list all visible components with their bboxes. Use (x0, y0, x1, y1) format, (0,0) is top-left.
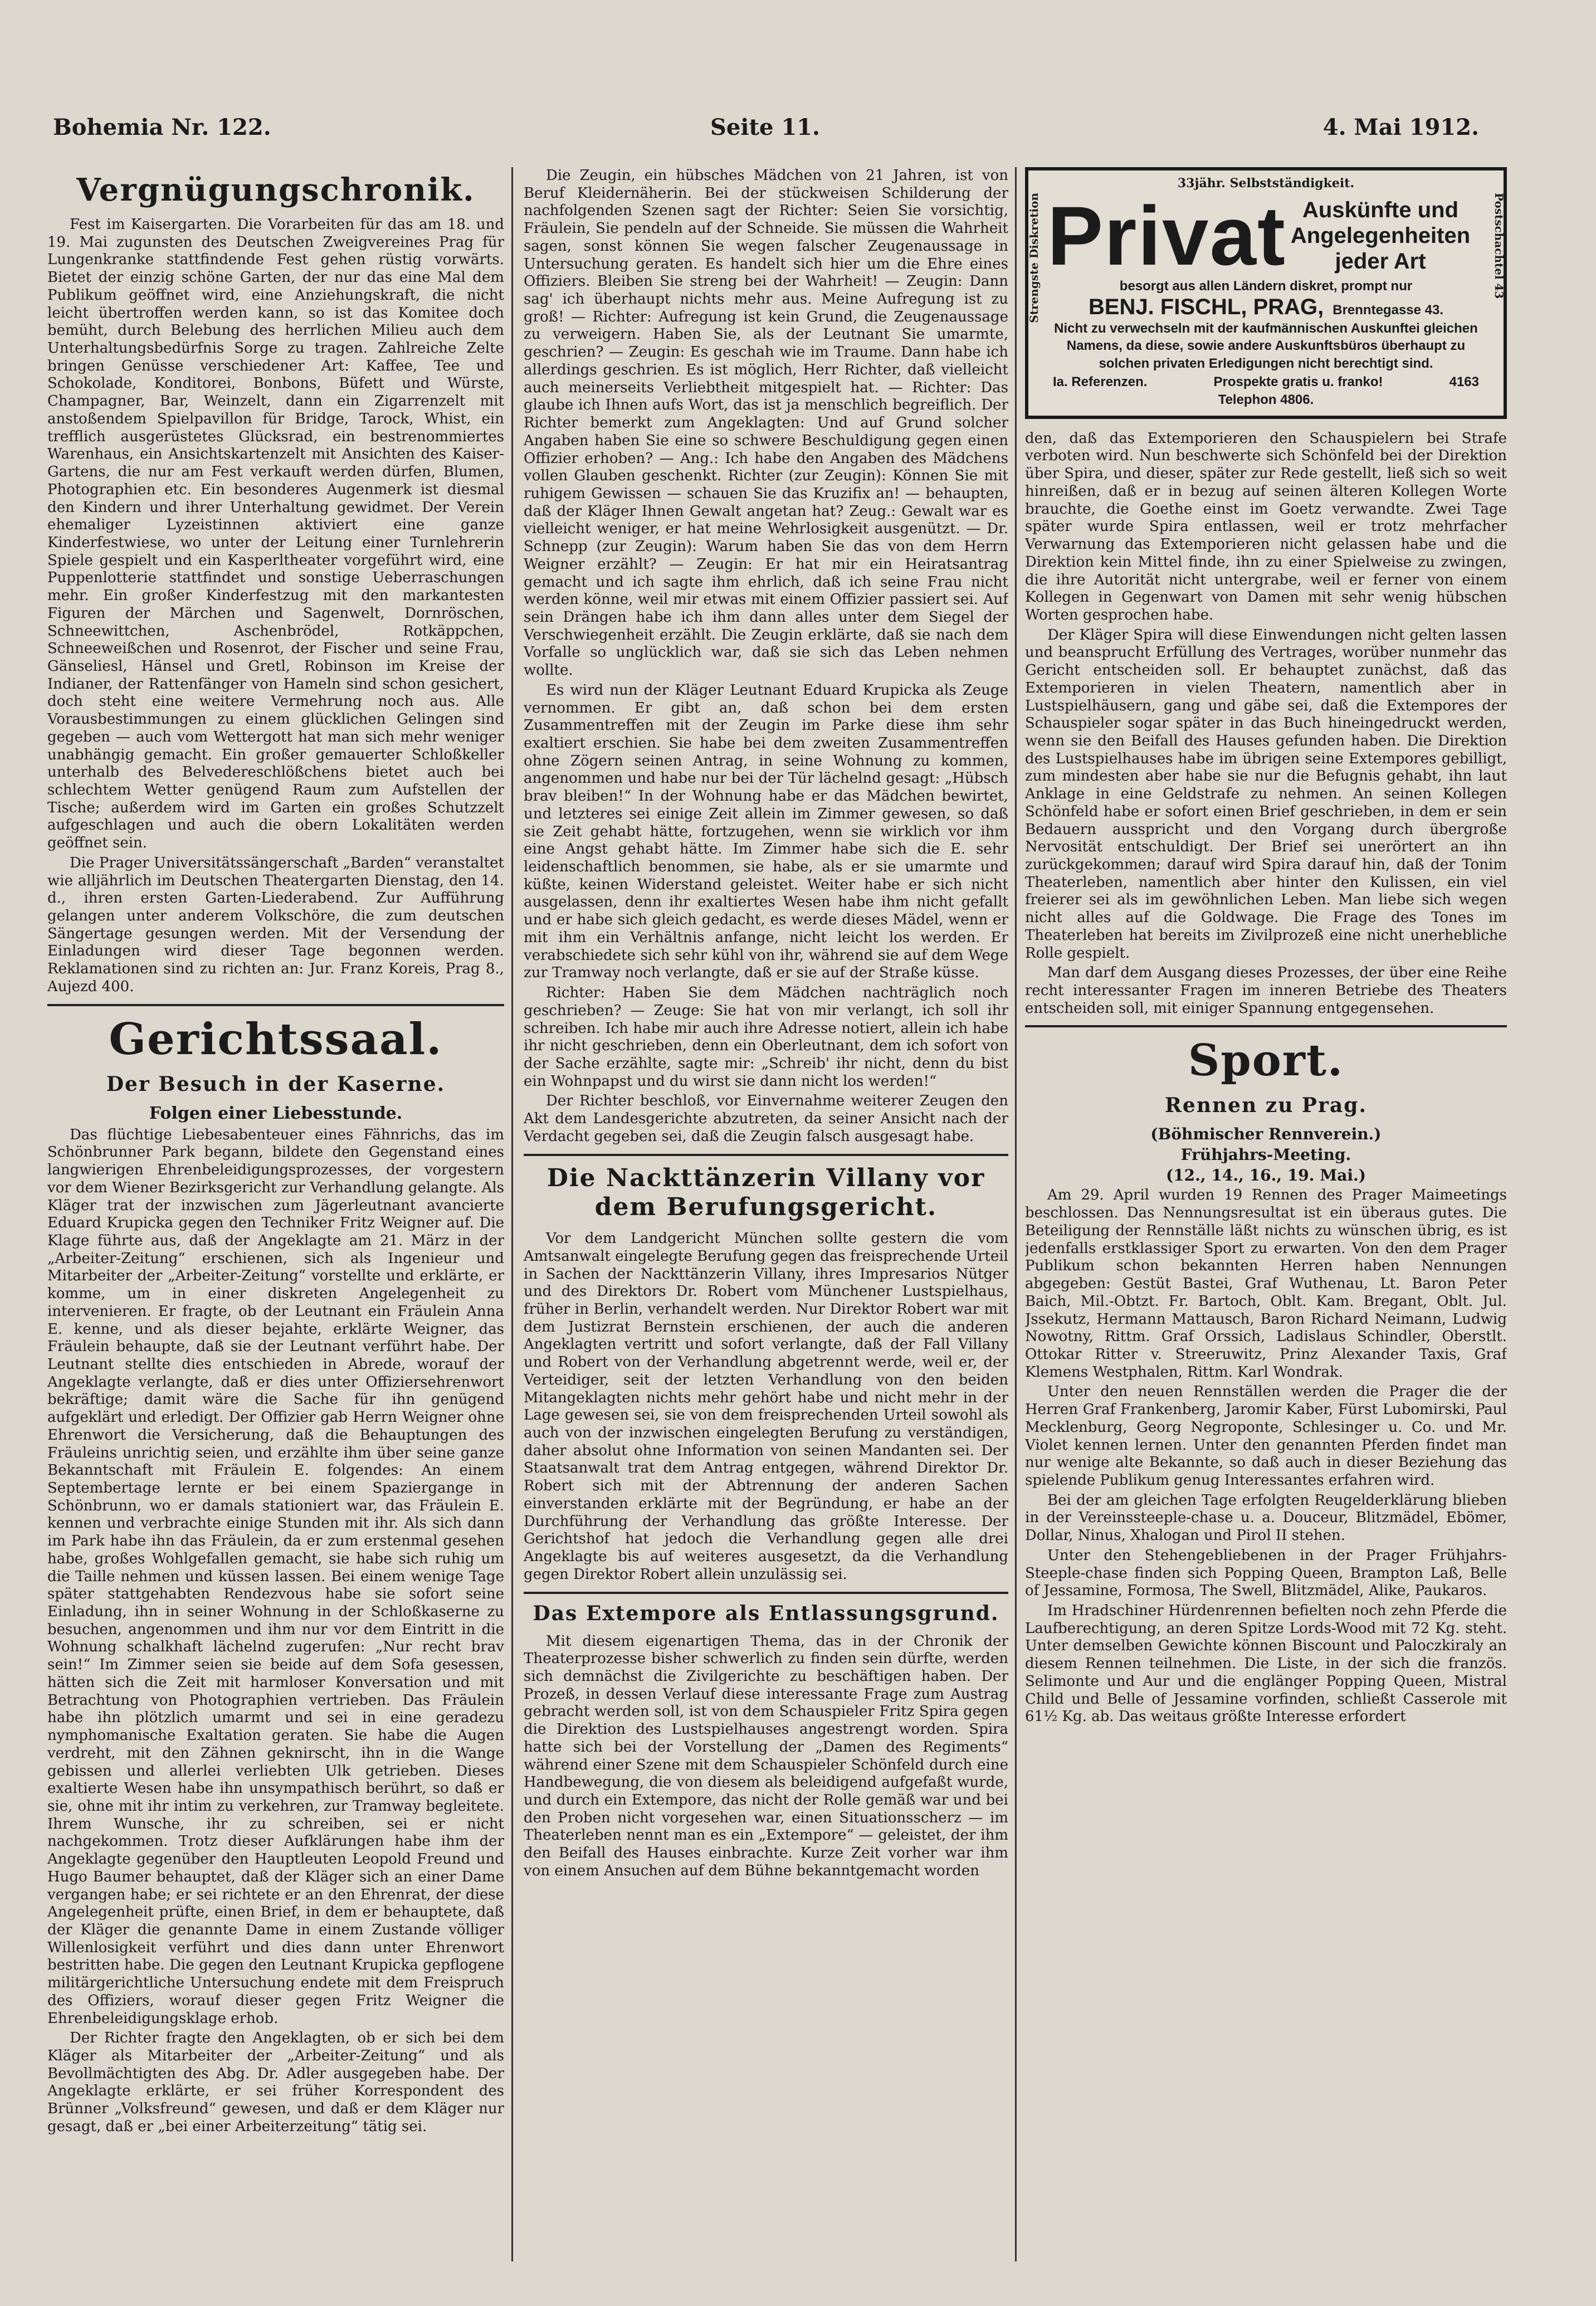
article-paragraph: Die Prager Universitätssängerschaft „Barden“ veranstaltet wie alljährlich im Deutschen Theatergarten Dienstag, den 14. d., ihren ersten Garten-Liederabend. Zur Aufführung gelangen unter anderem Volkschöre, die zum deutschen Sängertage gesungen werden. Mit der Versendung der Einladungen wird dieser Tage begonnen werden. Reklamationen sind zu richten an: Jur. Franz Koreis, Prag 8., Aujezd 400. (47, 854, 504, 995)
header-issue: Bohemia Nr. 122. (53, 114, 271, 140)
article-paragraph: Im Hradschiner Hürdenrennen befielten noch zehn Pferde die Laufberechtigung, an deren Spitze Lords-Wood mit 72 Kg. steht. Unter demselben Gewichte können Biscount und Paloczkiraly an diesem Rennen teilnehmen. Die Liste, in der sich die französ. Selimonte und Aur und die englänger Popping Queen, Mistral Child und Belle of Jessamine vorfinden, schließt Casserole mit 61½ Kg. ab. Das weitaus größte Interesse erfordert (1025, 1602, 1507, 1725)
ad-heading-line: Auskünfte und (1302, 198, 1459, 222)
column-1 (47, 167, 504, 2273)
ad-references: Ia. Referenzen. (1053, 374, 1148, 389)
article-paragraph: Der Kläger Spira will diese Einwendungen nicht gelten lassen und beansprucht Erfüllung des Vertrages, worüber nunmehr das Gericht entscheiden soll. Er behauptet zunächst, daß das Extemporieren in vielen Theatern, namentlich aber in Lustspielhäusern, gang und gäbe sei, daß die Extempores der Schauspieler sogar später in das Buch hineingedruckt werden, wenn sie den Beifall des Hauses gefunden haben. Die Direktion des Lustspielhauses habe im übrigen seine Extempores gebilligt, zum mindesten aber habe sie nur die Befugnis gehabt, ihn laut Anklage in eine Geldstrafe zu nehmen. An seinen Kollegen Schönfeld habe er sofort einen Brief geschrieben, in dem er sein Bedauern ausspricht und den Vorgang durch übergroße Nervosität entschuldigt. Der Brief sei unerörtert an ihn zurückgekommen; darauf wird Spira darauf hin, daß der Tonim Theaterleben, namentlich aber hinter den Kulissen, ein viel freierer sei als im gewöhnlichen Leben. Man liebe sich wegen nicht alles auf die Goldwage. Die Frage des Tones im Theaterleben hat bereits im Zivilprozeß eine nicht unerhebliche Rolle gespielt. (1025, 626, 1507, 962)
section-divider (47, 1004, 504, 1006)
article-paragraph: Fest im Kaisergarten. Die Vorarbeiten für das am 18. und 19. Mai zugunsten des Deutschen Zweigvereines Prag für Lungenkranke stattfindende Fest gehen rüstig vorwärts. Bietet der einzig schöne Garten, der nur das eine Mal dem Publikum geöffnet wird, eine Anziehungskraft, die nicht leicht übertroffen werden kann, so ist das Komitee doch bemüht, durch Belebung des herrlichen Milieu auch dem Unterhaltungsbedürfnis Sorge zu tragen. Zahlreiche Zelte bringen Genüsse verschiedener Art: Kaffee, Tee und Schokolade, Konditorei, Bonbons, Büfett und Würste, Champagner, Bar, Weinzelt, dann ein Zigarrenzelt mit anstoßendem Spielpavillon für Bridge, Tarock, Whist, ein trefflich ausgerüstetes Glücksrad, ein bestrenommiertes Warenhaus, ein Ansichtskartenzelt mit Ansichten des Kaiser-Gartens, die nur am Fest verkauft werden dürfen, Blumen, Photographien etc. Ein besonderes Augenmerk ist diesmal den Kindern und ihrer Unterhaltung gewidmet. Der Verein ehemaliger Lyzeistinnen aktiviert eine ganze Kinderfestwiese, wo unter der Leitung einer Turnlehrerin Spiele gespielt und ein Kasperltheater vorgeführt wird, eine Puppenlotterie stattfindet und sonstige Ueberraschungen mehr. Ein großer Kinderfestzug mit den markantesten Figuren der Märchen und Sagenwelt, Dornröschen, Schneewittchen, Aschenbrödel, Rotkäppchen, Schneeweißchen und Rosenrot, der Fischer und seine Frau, Gänseliesl, Hänsel und Gretl, Robinson im Kreise der Indianer, der Rattenfänger von Hameln sind schon gesichert, doch steht eine weitere Vermehrung noch aus. Alle Vorausbestimmungen zu einem glücklichen Gelingen sind gegeben — auch vom Wettergott hat man sich mehr weniger unabhängig gemacht. Ein großer gemauerter Schloßkeller unterhalb des Belvedereschlößchens bietet auch bei schlechtem Wetter genügend Raum zum Aufstellen der Tische; außerdem wird im Garten ein großes Schutzzelt aufgeschlagen und auch die obern Lokalitäten werden geöffnet sein. (47, 216, 504, 852)
section-divider (1025, 1025, 1507, 1027)
article-headline: Die Nackttänzerin Villany vor dem Berufungsgericht. (546, 1163, 985, 1222)
page-header (53, 114, 1479, 148)
article-subheadline: Folgen einer Liebesstunde. (149, 1103, 403, 1123)
ad-disclaimer: Nicht zu verwechseln mit der kaufmännischen Auskunftei gleichen Namens, da diese, sowie andere Auskunftsbüros überhaupt zu solchen privaten Erledigungen nicht berechtigt sind. (1054, 321, 1478, 371)
article-paragraph: Das flüchtige Liebesabenteuer eines Fähnrichs, das im Schönbrunner Park begann, bildete den Gegenstand eines langwierigen Ehrenbeleidigungsprozesses, der vorgestern vor dem Wiener Bezirksgericht zur Verhandlung gelangte. Als Kläger trat der inzwischen zum Jägerleutnant avancierte Eduard Krupicka gegen den Techniker Fritz Weigner auf. Die Klage führte aus, daß der Angeklagte am 21. März in der „Arbeiter-Zeitung“ erschienen, sich als Ingenieur und Mitarbeiter der „Arbeiter-Zeitung“ vorstellte und erklärte, er komme, um in einer diskreten Angelegenheit zu intervenieren. Er fragte, ob der Leutnant ein Fräulein Anna E. kenne, und als dieser bejahte, erklärte Weigner, das Fräulein behaupte, daß sie der Leutnant verführt habe. Der Leutnant stellte dies entschieden in Abrede, worauf der Angeklagte verlangte, daß er dies unter Offiziersehrenwort bekräftige; damit wäre die Sache für ihn genügend aufgeklärt und erledigt. Der Offizier gab Herrn Weigner ohne Ehrenwort die Versicherung, daß die Behauptungen des Fräuleins unrichtig seien, und erzählte ihm über seine ganze Bekanntschaft mit Fräulein E. folgendes: An einem Septembertage lernte er bei einem Spaziergange in Schönbrunn, wo er damals stationiert war, das Fräulein E. kennen und verbrachte einige Stunden mit ihr. Als sich dann im Park habe ihn das Fräulein, da er zum erstenmal gesehen habe, großes Wohlgefallen gemacht, sie habe sich ruhig um die Taille nehmen und küssen lassen. Bei einem wenige Tage später stattgehabten Rendezvous habe sie sofort seine Einladung, ihn in seiner Wohnung in der Schloßkaserne zu besuchen, angenommen und ihm nur vor dem Eintritt in die Wohnung schalkhaft lächelnd zugerufen: „Nur recht brav sein!“ Im Zimmer seien sie beide auf dem Sofa gesessen, hätten sich die Zeit mit harmloser Konversation und mit Betrachtung von Photographien vertrieben. Das Fräulein habe ihn plötzlich umarmt und sei in eine geradezu nymphomanische Exaltation geraten. Sie habe die Augen verdreht, mit den Zähnen geknirscht, ihn in die Wange gebissen und allerlei verliebten Ulk getrieben. Dieses exaltierte Wesen habe ihn unsympathisch berührt, so daß er sie, ohne mit ihr intim zu verkehren, zur Tramway begleitete. Ihrem Wunsche, ihr zu schreiben, sei er nicht nachgekommen. Trotz dieser Aufklärungen habe ihm der Angeklagte gegenüber den Hauptleuten Leopold Freund und Hugo Baumer behauptet, daß der Kläger sich an einer Dame vergangen habe; er sei richtete er an den Ehrenrat, der diese Angelegenheit prüfte, einen Brief, in dem er behauptete, daß der Kläger die genannte Dame in einem Zustande völliger Willenlosigkeit verführt und dies dann unter Ehrenwort bestritten habe. Die gegen den Leutnant Krupicka gepflogene militärgerichtliche Untersuchung endete mit dem Freispruch des Offiziers, worauf dieser gegen Fritz Weigner die Ehrenbeleidigungsklage erhob. (47, 1126, 504, 2027)
section-divider (524, 1154, 1008, 1156)
ad-prospectus: Prospekte gratis u. franko! (1213, 374, 1383, 389)
article-subheadline: (12., 14., 16., 19. Mai.) (1165, 1166, 1366, 1185)
ad-side-text-left: Strengste Diskretion (1027, 193, 1041, 323)
article-paragraph: Richter: Haben Sie dem Mädchen nachträglich noch geschrieben? — Zeuge: Sie hat von mir verlangt, ich soll ihr schreiben. Ich habe mir auch ihre Adresse notiert, allein ich habe ihr nicht geschrieben, denn ein Oberleutnant, dem ich sofort von der Sache erzählte, sagte mir: „Schreib' ihr nicht, denn du bist ein Wohnpapst und du wirst sie dann nicht los werden!“ (524, 984, 1008, 1090)
article-paragraph: Die Zeugin, ein hübsches Mädchen von 21 Jahren, ist von Beruf Kleidernäherin. Bei der stückweisen Schilderung der nachfolgenden Szenen sagt der Richter: Seien Sie vorsichtig, Fräulein, Sie pendeln auf der Schneide. Sie müssen die Wahrheit sagen, sonst können Sie wegen falscher Zeugenaussage in Untersuchung geraten. Es handelt sich hier um die Ehre eines Offiziers. Bleiben Sie streng bei der Wahrheit! — Zeugin: Dann sag' ich überhaupt nichts mehr aus. Meine Aufregung ist zu groß! — Richter: Aufregung ist kein Grund, die Zeugenaussage zu verweigern. Haben Sie, als der Leutnant Sie umarmte, geschrien? — Zeugin: Es geschah wie im Traume. Dann habe ich allerdings geschrien. Es ist möglich, Herr Richter, daß vielleicht auch meinerseits Verliebtheit mitgespielt hat. — Richter: Das glaube ich Ihnen aufs Wort, das ist ja menschlich begreiflich. Der Richter bemerkt zum Angeklagten: Und auf Grund solcher Angaben haben Sie eine so schwere Beschuldigung gegen einen Offizier erhoben? — Ang.: Ich habe den Angaben des Mädchens vollen Glauben geschenkt. Richter (zur Zeugin): Können Sie mit ruhigem Gewissen — schauen Sie das Kruzifix an! — behaupten, daß der Kläger Ihnen Gewalt angetan hat? Zeug.: Gewalt war es vielleicht weniger, er hat meine Wehrlosigkeit ausgenützt. — Dr. Schnepp (zur Zeugin): Warum haben Sie das von dem Herrn Weigner erzählt? — Zeugin: Er hat mir ein Heiratsantrag gemacht und ich sagte ihm ehrlich, daß ich seine Frau nicht werden könne, weil mir etwas mit einem Offizier passiert sei. Auf sein Drängen habe ich ihm dann alles unter dem Siegel der Verschwiegenheit erzählt. Die Zeugin erklärte, daß sie nach dem Vorfalle so unglücklich war, daß sie sich das Leben nehmen wollte. (524, 167, 1008, 679)
article-paragraph: Unter den Stehengebliebenen in der Prager Frühjahrs-Steeple-chase finden sich Popping Queen, Brampton Laß, Belle of Jessamine, Formosa, The Swell, Blitzmädel, Alike, Paukaros. (1025, 1547, 1507, 1600)
article-paragraph: Es wird nun der Kläger Leutnant Eduard Krupicka als Zeuge vernommen. Er gibt an, daß schon bei dem ersten Zusammentreffen mit der Zeugin im Parke diese ihm sehr exaltiert erschien. Sie habe bei dem zweiten Zusammentreffen ohne Zögern seinen Antrag, in seine Wohnung zu kommen, angenommen und habe nur bei der Tür lächelnd gesagt: „Hübsch brav bleiben!“ In der Wohnung habe er das Mädchen bewirtet, und letzteres sei einige Zeit allein im Zimmer gewesen, so daß sie Zeit gehabt hätte, fortzugehen, wenn sie wirklich vor ihm eine Angst gehabt hätte. Im Zimmer habe sich die E. sehr leidenschaftlich benommen, sie habe, als er sie umarmte und küßte, keinen Widerstand geleistet. Weiter habe er sich nicht ausgelassen, denn ihr exaltiertes Wesen habe ihm nicht gefallt und er habe sich gleich gedacht, es werde dieses Mädel, wenn er mit ihm ein Verhältnis anfange, nicht leicht los werden. Er verabschiedete sich sehr kühl von ihr, während sie auf dem Wege zur Tramway noch verlangte, daß er sie auf der Straße küsse. (524, 681, 1008, 982)
ad-address: Brenntegasse 43. (1333, 303, 1444, 318)
ad-number: 4163 (1449, 374, 1479, 389)
article-paragraph: Mit diesem eigenartigen Thema, das in der Chronik der Theaterprozesse bisher schwerlich zu finden sein dürfte, werden sich demnächst die Zivilgerichte zu beschäftigen haben. Der Prozeß, in dessen Verlauf diese interessante Frage zum Austrag gebracht werden soll, ist von dem Schauspieler Fritz Spira gegen die Direktion des Lustspielhauses angestrengt worden. Spira hatte sich bei der Vorstellung der „Damen des Regiments“ während einer Szene mit dem Schauspieler Schönfeld durch eine Handbewegung, die von diesem als beleidigend aufgefaßt wurde, und durch ein Extempore, das nicht der Rolle gemäß war und bei den Proben nicht vorgesehen war, einen Situationsscherz — im Theaterleben nennt man es ein „Extempore“ — geleistet, der ihm den Beifall des Hauses einbrachte. Kurze Zeit vorher war ihm von einem Ansuchen auf dem Bühne bekanntgemacht worden (524, 1632, 1008, 1879)
column-3 (1025, 167, 1507, 2273)
article-paragraph: Man darf dem Ausgang dieses Prozesses, der über eine Reihe recht interessanter Fragen im inneren Betriebe des Theaters entscheiden soll, mit einiger Spannung entgegensehen. (1025, 964, 1507, 1017)
article-subheadline: (Böhmischer Rennverein.) (1150, 1125, 1382, 1144)
header-page-number: Seite 11. (710, 114, 820, 140)
ad-firm-name: BENJ. FISCHL, PRAG, (1088, 295, 1324, 320)
column-2 (524, 167, 1008, 2273)
column-divider-1 (511, 167, 513, 2261)
advertisement-box (1025, 167, 1507, 419)
article-paragraph: Bei der am gleichen Tage erfolgten Reugelderklärung blieben in der Vereinssteeple-chase u. a. Douceur, Blitzmädel, Ebömer, Dollar, Ninus, Xhalogan und Pirol II stehen. (1025, 1491, 1507, 1544)
article-paragraph: Der Richter beschloß, vor Einvernahme weiterer Zeugen den Akt dem Landesgerichte abzutreten, da seiner Ansicht nach der Verdacht gegeben sei, daß die Zeugin falsch ausgesagt habe. (524, 1093, 1008, 1145)
column-divider-2 (1015, 167, 1017, 2261)
section-title-gerichtssaal: Gerichtssaal. (109, 1013, 443, 1065)
article-paragraph: Am 29. April wurden 19 Rennen des Prager Maimeetings beschlossen. Das Nennungsresultat ist ein überaus gutes. Die Beteiligung der Rennställe läßt nichts zu wünschen übrig, es ist jedenfalls erstklassiger Sport zu erwarten. Von den dem Prager Publikum schon bekannten Herren haben Nennungen abgegeben: Gestüt Bastei, Graf Wuthenau, Lt. Baron Peter Baich, Mil.-Obtzt. Fr. Bartoch, Oblt. Kam. Bregant, Oblt. Jul. Jssekutz, Hermann Mattausch, Baron Richard Neimann, Ludwig Nowotny, Rittm. Graf Orssich, Ladislaus Schindler, Oberstlt. Ottokar Ritter v. Streeruwitz, Prinz Alexander Taxis, Graf Klemens Westphalen, Rittm. Karl Wondrak. (1025, 1187, 1507, 1381)
ad-heading-line: jeder Art (1335, 249, 1426, 274)
article-headline: Rennen zu Prag. (1165, 1094, 1367, 1118)
article-subheadline: Frühjahrs-Meeting. (1180, 1145, 1351, 1164)
section-title-sport: Sport. (1188, 1035, 1344, 1086)
ad-heading-line: Angelegenheiten (1290, 223, 1471, 248)
ad-brand-word: Privat (1047, 189, 1286, 282)
section-divider (524, 1592, 1008, 1594)
article-paragraph: den, daß das Extemporieren den Schauspielern bei Strafe verboten wird. Nun beschwerte sich Schönfeld bei der Direktion über Spira, und dieser, später zur Rede gestellt, ließ sich so weit hinreißen, daß er in bezug auf seinen älteren Kollegen Worte brauchte, die Goethe einst im Goetz verwandte. Zwei Tage später wurde Spira entlassen, weil er trotz mehrfacher Verwarnung das Extemporieren nicht gelassen habe und die Direktion kein Mittel finde, ihn zu einer Spielweise zu zwingen, die ihre Autorität nicht untergrabe, weil er ferner von einem Kollegen in Gegenwart von Damen mit sehr wenig hübschen Worten gesprochen habe. (1025, 430, 1507, 623)
ad-side-text-right: Postschachtel 43 (1492, 193, 1506, 299)
article-paragraph: Der Richter fragte den Angeklagten, ob er sich bei dem Kläger als Mitarbeiter der „Arbeiter-Zeitung“ und als Bevollmächtigten des Abg. Dr. Adler ausgegeben habe. Der Angeklagte erklärte, er sei früher Korrespondent des Brünner „Volksfreund“ gewesen, und daß er dem Kläger nur gesagt, daß er „bei einer Arbeiterzeitung“ tätig sei. (47, 2030, 504, 2135)
ad-tagline: 33jähr. Selbstständigkeit. (1177, 176, 1355, 191)
section-title-vergnuegungschronik: Vergnügungschronik. (76, 172, 475, 208)
ad-body-line: besorgt aus allen Ländern diskret, prompt nur (1119, 279, 1413, 294)
ad-telephone: Telephon 4806. (1218, 392, 1314, 407)
article-headline: Das Extempore als Entlassungsgrund. (533, 1601, 999, 1625)
article-paragraph: Vor dem Landgericht München sollte gestern die vom Amtsanwalt eingelegte Berufung gegen das freisprechende Urteil in Sachen der Nackttänzerin Villany, ihres Impresarios Nütger und des Direktors Dr. Robert vom Münchener Lustspielhaus, früher in Berlin, verhandelt werden. Nur Direktor Robert war mit dem Justizrat Bernstein erschienen, der auch die anderen Angeklagten vertritt und sofort verlangte, daß der Fall Villany und Robert von der Verhandlung abgetrennt werde, weil er, der Verteidiger, seit der letzten Verhandlung von den beiden Mitangeklagten nichts mehr gehört habe und nicht mehr in der Lage gewesen sei, sie von dem freisprechenden Urteil sowohl als auch von der inzwischen eingelegten Berufung zu verständigen, daher absolut ohne Information von seinen Mandanten sei. Der Staatsanwalt trat dem Antrag entgegen, während Direktor Dr. Robert sich mit der Abtrennung der anderen Sachen einverstanden erklärte mit der Begründung, er habe an der Durchführung der Verhandlung das größte Interesse. Der Gerichtshof hat jedoch die Verhandlung gegen alle drei Angeklagte bis auf weiteres ausgesetzt, da die Verhandlung gegen Direktor Robert allein unzulässig sei. (524, 1230, 1008, 1583)
article-paragraph: Unter den neuen Rennställen werden die Prager die der Herren Graf Frankenberg, Jaromir Kaber, Fürst Lubomirski, Paul Mecklenburg, Georg Negroponte, Schlesinger u. Co. und Mr. Violet kennen lernen. Unter den genannten Pferden findet man nur wenige alte Bekannte, so daß auch in dieser Beziehung das spielende Publikum genug Interessantes erfahren wird. (1025, 1383, 1507, 1489)
header-date: 4. Mai 1912. (1322, 114, 1479, 140)
article-headline: Der Besuch in der Kaserne. (106, 1072, 446, 1096)
